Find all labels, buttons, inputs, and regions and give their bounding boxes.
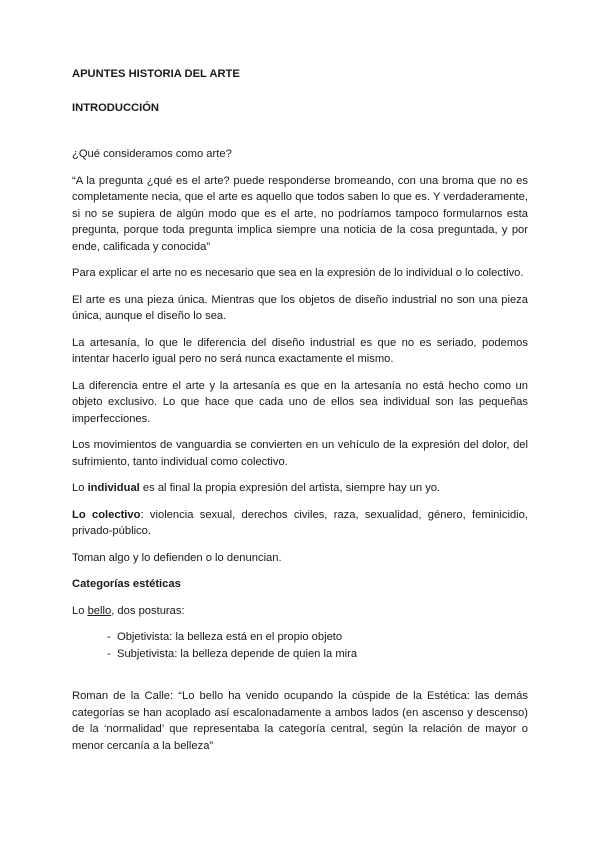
paragraph-quote-roman-de-la-calle: Roman de la Calle: “Lo bello ha venido ocupando la cúspide de la Estética: las demás categorías se han acoplado así escalonadamente a ambos lados (en ascenso y descenso) de la ‘normalidad’ que representaba la categoría central, según la relación de mayor o menor cercanía a la belleza” — [72, 690, 528, 752]
paragraph-artesania: La artesanía, lo que le diferencia del diseño industrial es que no es seriado, podemos intentar hacerlo igual pero no será nunca exactamente el mismo. — [72, 336, 528, 365]
colectivo-rest: : violencia sexual, derechos civiles, raza, sexualidad, género, feminicidio, privado-público. — [72, 508, 528, 537]
document-title: APUNTES HISTORIA DEL ARTE — [72, 68, 240, 80]
paragraph-lo-bello — [72, 603, 528, 620]
individual-prefix: Lo — [72, 482, 88, 494]
colectivo-term: Lo colectivo — [72, 508, 141, 521]
paragraph-explicar: Para explicar el arte no es necesario que sea en la expresión de lo individual o lo colectivo. — [72, 267, 524, 279]
paragraph-pieza-unica: El arte es una pieza única. Mientras que los objetos de diseño industrial no son una pieza única, aunque el diseño lo sea. — [72, 293, 528, 322]
postures-list — [72, 629, 528, 662]
paragraph-quote-arte: “A la pregunta ¿qué es el arte? puede responderse bromeando, con una broma que no es completamente necia, que el arte es aquello que todos saben lo que es. Y verdaderamente, si no se supiera de algún modo que es el arte, no podríamos tampoco formularnos esta pregunta, porque toda pregunta implica siempre una noticia de la cosa preguntada, y por ende, calificada y conocida” — [72, 174, 528, 253]
paragraph-diferencia: La diferencia entre el arte y la artesanía es que en la artesanía no está hecho como un objeto exclusivo. Lo que hace que cada uno de ellos sea individual son las pequeñas imperfecciones. — [72, 379, 528, 425]
paragraph-vanguardia: Los movimientos de vanguardia se convierten en un vehículo de la expresión del dolor, del sufrimiento, tanto individual como colectivo. — [72, 439, 528, 468]
lo-bello-rest: , dos posturas: — [111, 604, 185, 617]
individual-term: individual — [87, 482, 140, 494]
paragraph-question: ¿Qué consideramos como arte? — [72, 148, 232, 160]
paragraph-toman: Toman algo y lo defienden o lo denuncian. — [72, 551, 282, 564]
heading-categorias-esteticas: Categorías estéticas — [72, 578, 181, 590]
paragraph-colectivo — [72, 507, 528, 540]
document-page — [72, 66, 528, 764]
section-heading-introduccion: INTRODUCCIÓN — [72, 101, 160, 114]
lo-bello-term: bello — [87, 604, 112, 617]
lo-bello-prefix: Lo — [72, 604, 88, 617]
list-item-objetivista: - Objetivista: la belleza está en el propio objeto — [107, 629, 528, 646]
list-item-subjetivista: - Subjetivista: la belleza depende de quien la mira — [107, 646, 528, 663]
individual-rest: es al final la propia expresión del artista, siempre hay un yo. — [139, 482, 441, 494]
paragraph-individual — [72, 480, 528, 497]
